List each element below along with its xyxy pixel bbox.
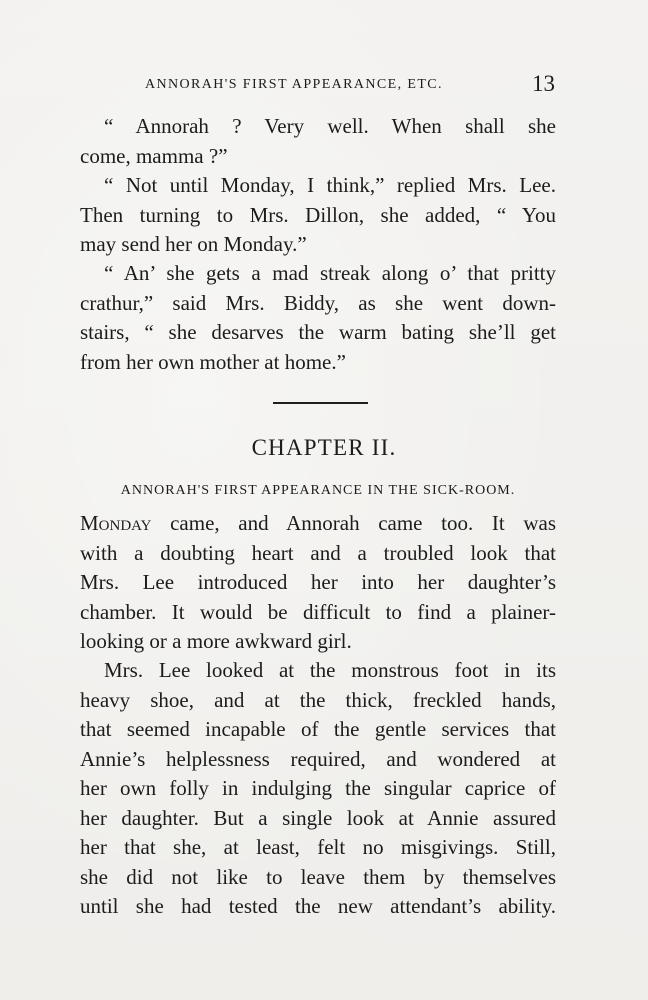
text-line-rest: came, and Annorah came too. It was [151, 511, 556, 535]
paragraph-3 [80, 259, 556, 377]
text-line: looking or a more awkward girl. [80, 629, 352, 653]
text-line: her own folly in indulging the singular caprice of [80, 776, 556, 800]
text-line: “ Annorah ? Very well. When shall she [104, 114, 556, 138]
text-line: “ An’ she gets a mad streak along o’ that pritty [104, 261, 556, 285]
text-line: Mrs. Lee introduced her into her daughter’s [80, 570, 556, 594]
paragraph-1 [80, 112, 556, 171]
chapter-opening-word: Monday [80, 511, 152, 535]
text-line: heavy shoe, and at the thick, freckled hands, [80, 687, 556, 712]
text-line: Then turning to Mrs. Dillon, she added, “ You [80, 202, 556, 227]
running-title: ANNORAH'S FIRST APPEARANCE, ETC. [145, 77, 443, 92]
text-line: stairs, “ she desarves the warm bating she’ll get [80, 320, 556, 344]
text-line: she did not like to leave them by themselves [80, 864, 556, 889]
text-line: come, mamma ?” [80, 143, 228, 168]
text-line: her that she, at least, felt no misgivings. Still, [80, 835, 556, 859]
chapter-paragraph-2 [80, 656, 556, 922]
paragraph-2 [80, 171, 556, 260]
text-line: Mrs. Lee looked at the monstrous foot in its [104, 658, 556, 682]
text-line: chamber. It would be difficult to find a plainer- [80, 599, 556, 624]
text-line: her daughter. But a single look at Annie assured [80, 805, 556, 830]
page-number: 13 [532, 71, 555, 96]
chapter-subtitle: ANNORAH'S FIRST APPEARANCE IN THE SICK-ROOM. [120, 483, 516, 498]
text-line: “ Not until Monday, I think,” replied Mrs. Lee. [104, 173, 556, 197]
text-line: may send her on Monday.” [80, 232, 307, 256]
text-line: with a doubting heart and a troubled look that [80, 540, 556, 565]
text-line: Annie’s helplessness required, and wondered at [80, 746, 556, 771]
section-divider [273, 402, 368, 404]
text-line [80, 509, 556, 539]
chapter-paragraph-1 [80, 509, 556, 657]
text-line: from her own mother at home.” [80, 349, 346, 374]
chapter-title: CHAPTER II. [251, 435, 397, 460]
text-line: that seemed incapable of the gentle services that [80, 717, 556, 741]
text-line: until she had tested the new attendant’s ability. [80, 894, 556, 918]
text-line: crathur,” said Mrs. Biddy, as she went down- [80, 290, 556, 315]
running-head [145, 71, 555, 99]
